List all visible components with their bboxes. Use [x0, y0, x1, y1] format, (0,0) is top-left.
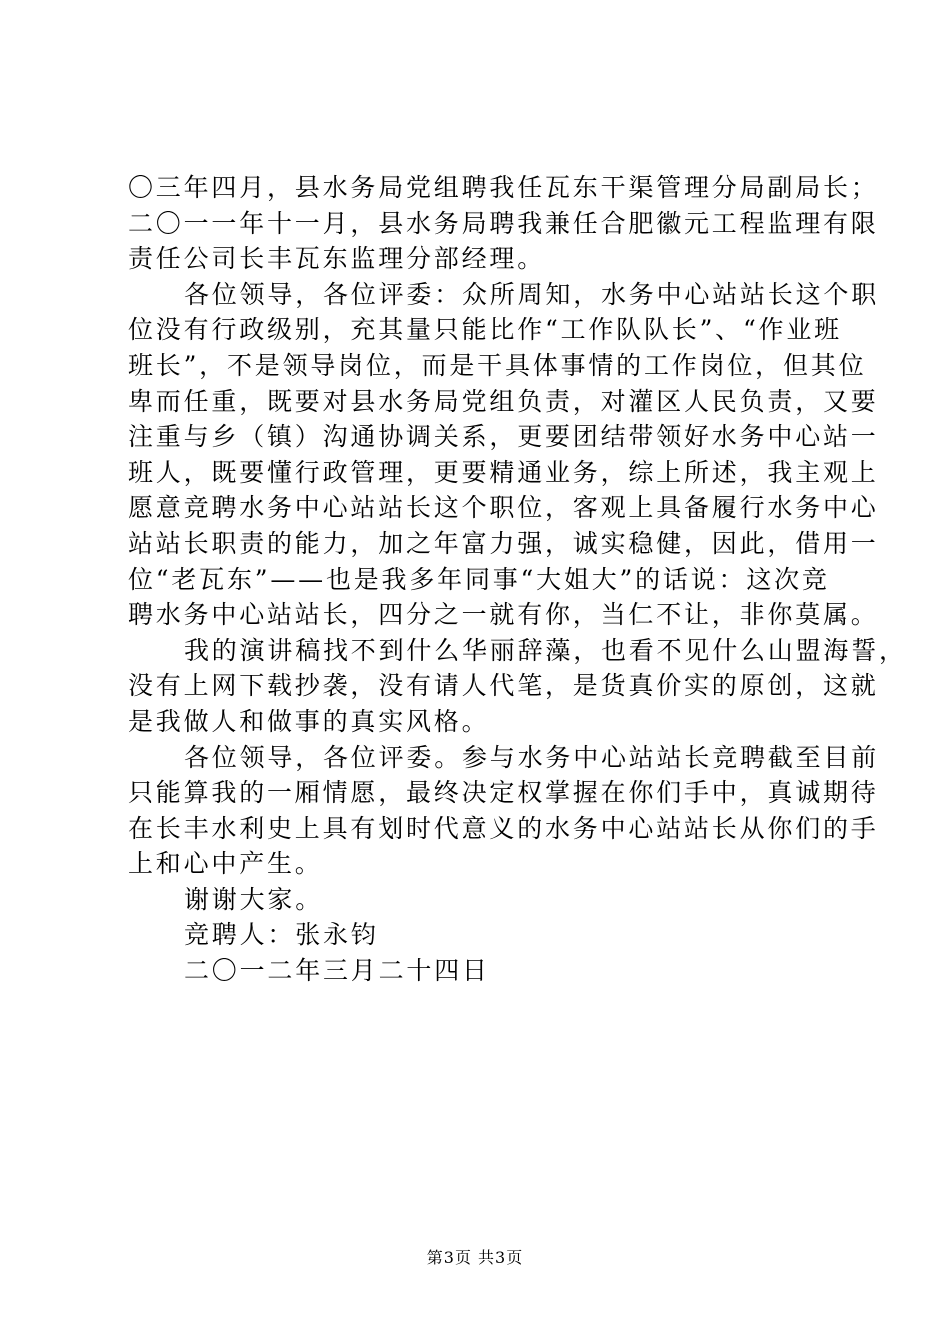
text-line: 只能算我的一厢情愿，最终决定权掌握在你们手中，真诚期待 — [128, 778, 879, 808]
text-line: 在长丰水利史上具有划时代意义的水务中心站站长从你们的手 — [128, 813, 879, 843]
text-line: 是我做人和做事的真实风格。 — [128, 706, 490, 736]
text-line: 竞聘人：张永钧 — [184, 920, 379, 950]
text-line: 各位领导，各位评委。参与水务中心站站长竞聘截至目前 — [184, 742, 880, 772]
text-line: 站站长职责的能力，加之年富力强，诚实稳健，因此，借用一 — [128, 528, 879, 558]
text-line: 位“老瓦东”——也是我多年同事“大姐大”的话说：这次竞 — [128, 564, 830, 594]
text-line: 责任公司长丰瓦东监理分部经理。 — [128, 244, 546, 274]
document-body — [128, 170, 907, 989]
text-line: 班长”，不是领导岗位，而是干具体事情的工作岗位，但其位 — [128, 350, 867, 380]
text-line: 没有上网下载抄袭，没有请人代笔，是货真价实的原创，这就 — [128, 671, 879, 701]
text-line: 二〇一二年三月二十四日 — [184, 956, 490, 986]
text-line: 各位领导，各位评委：众所周知，水务中心站站长这个职 — [184, 279, 880, 309]
text-line: 上和心中产生。 — [128, 849, 323, 879]
text-line: 位没有行政级别，充其量只能比作“工作队队长”、“作业班 — [128, 315, 842, 345]
text-line: 二〇一一年十一月，县水务局聘我兼任合肥徽元工程监理有限 — [128, 208, 879, 238]
text-line: 聘水务中心站站长，四分之一就有你，当仁不让，非你莫属。 — [128, 600, 879, 630]
text-line: 〇三年四月，县水务局党组聘我任瓦东干渠管理分局副局长； — [128, 173, 879, 202]
text-line: 卑而任重，既要对县水务局党组负责，对灌区人民负责，又要 — [128, 386, 879, 416]
text-line: 愿意竞聘水务中心站站长这个职位，客观上具备履行水务中心 — [128, 493, 879, 523]
page-footer: 第3页 共3页 — [426, 1248, 524, 1267]
text-line: 我的演讲稿找不到什么华丽辞藻，也看不见什么山盟海誓， — [184, 635, 907, 665]
text-line: 谢谢大家。 — [184, 884, 324, 914]
text-line: 班人，既要懂行政管理，更要精通业务，综上所述，我主观上 — [128, 457, 879, 487]
text-line: 注重与乡（镇）沟通协调关系，更要团结带领好水务中心站一 — [128, 422, 879, 452]
